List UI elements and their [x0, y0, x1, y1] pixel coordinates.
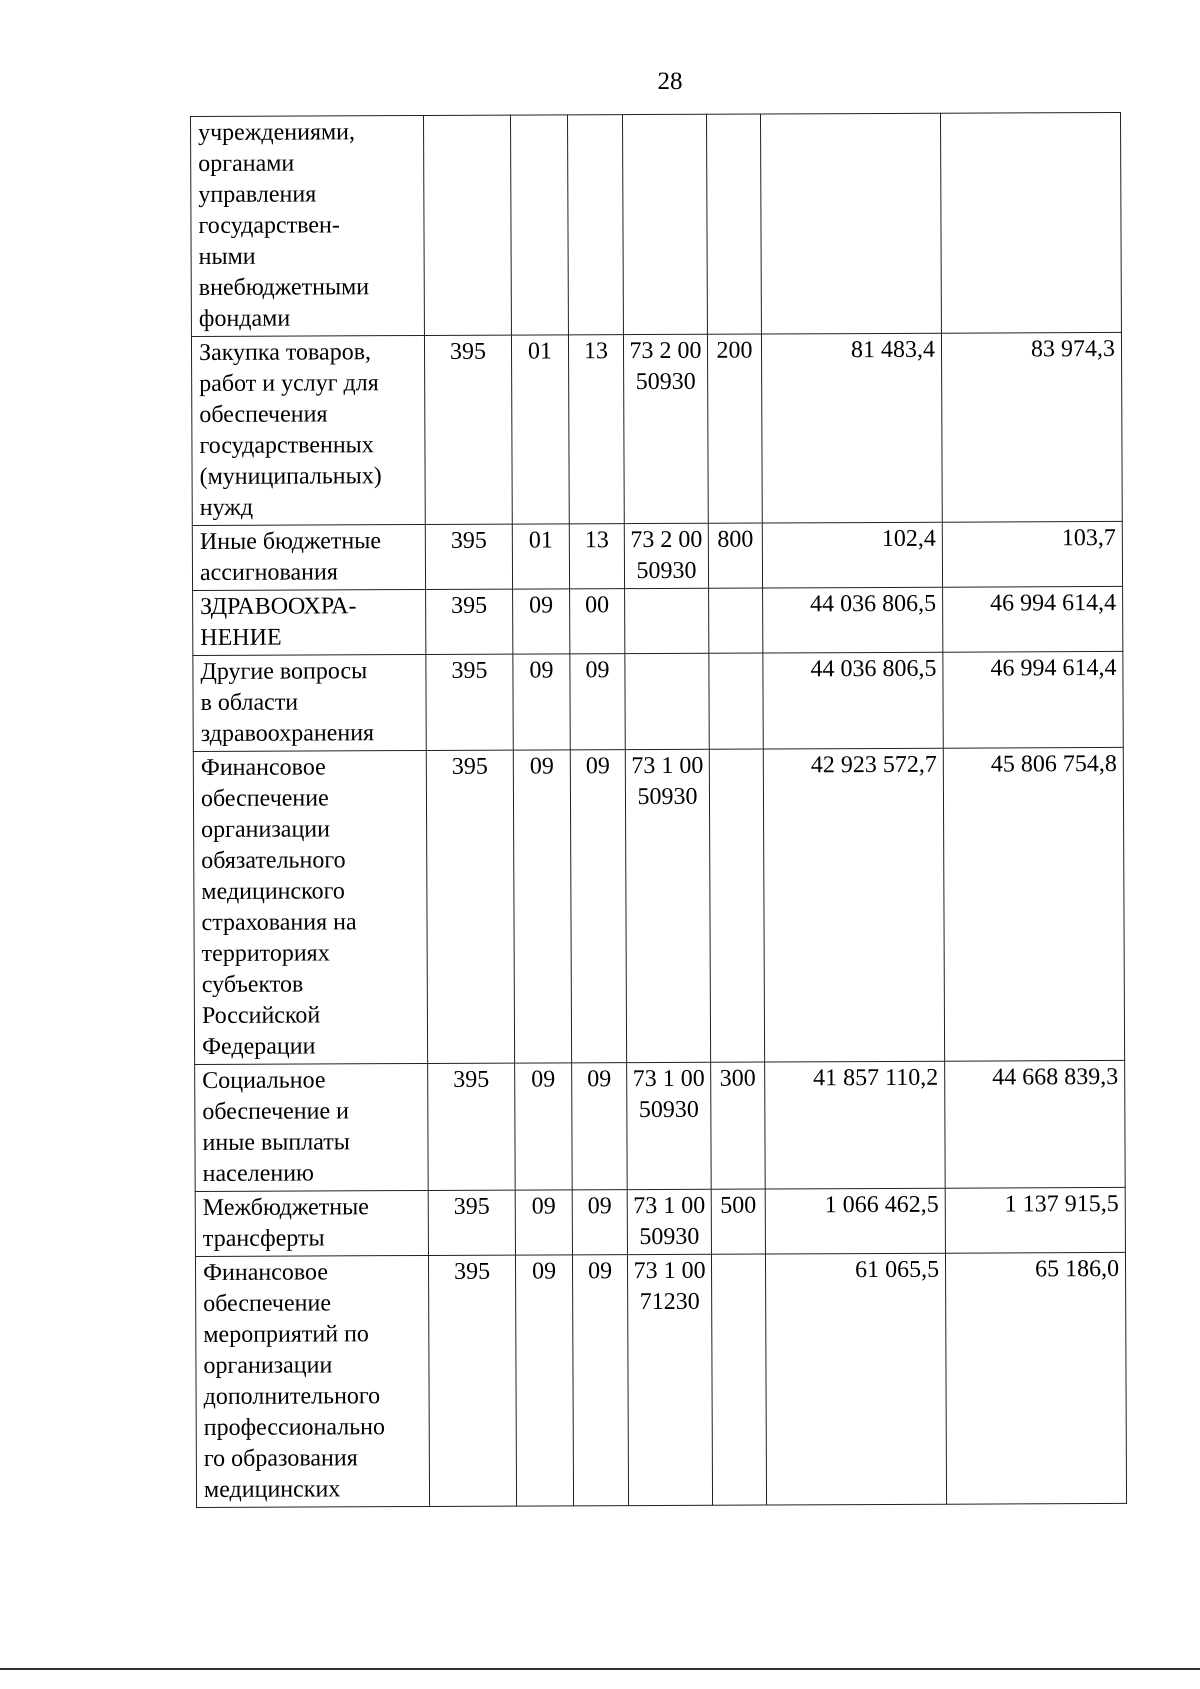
cell-grbs: 395	[424, 335, 512, 524]
cell-section: 09	[515, 1063, 573, 1190]
cell-target-article: 73 2 00 50930	[624, 523, 708, 588]
cell-name: Финансовое обеспечение организации обязательного медицинского страхования на территориях субъектов Российской Федерации	[193, 750, 427, 1064]
cell-section: 09	[515, 1255, 573, 1506]
cell-name: Социальное обеспечение и иные выплаты населению	[195, 1063, 429, 1191]
table-row	[193, 651, 1123, 751]
cell-subsection: 09	[572, 1190, 627, 1255]
cell-grbs: 395	[428, 1255, 516, 1506]
cell-expense-type: 500	[711, 1189, 765, 1254]
cell-grbs: 395	[426, 750, 514, 1063]
cell-amount-year2: 46 994 614,4	[943, 586, 1123, 652]
table-row	[193, 747, 1124, 1064]
cell-target-article: 73 2 00 50930	[623, 334, 708, 523]
cell-expense-type	[709, 653, 763, 749]
cell-subsection: 00	[570, 589, 625, 654]
cell-grbs: 395	[428, 1063, 516, 1190]
cell-name: Иные бюджетные ассигнования	[192, 524, 425, 590]
table-row	[191, 332, 1122, 525]
cell-name: Финансовое обеспечение мероприятий по организации дополнительного профессионально го образования медицинских	[195, 1255, 429, 1507]
cell-amount-year2: 83 974,3	[941, 332, 1122, 522]
cell-target-article	[625, 588, 709, 653]
table-row	[195, 1252, 1126, 1507]
cell-amount-year1: 41 857 110,2	[765, 1061, 946, 1189]
cell-target-article: 73 1 00 50930	[627, 1062, 712, 1189]
cell-amount-year2: 65 186,0	[945, 1252, 1126, 1504]
cell-name: Другие вопросы в области здравоохранения	[193, 654, 426, 751]
cell-amount-year1: 61 065,5	[765, 1253, 946, 1505]
cell-amount-year2: 44 668 839,3	[945, 1060, 1126, 1188]
cell-amount-year2: 1 137 915,5	[945, 1187, 1125, 1253]
page-bottom-rule	[0, 1668, 1200, 1670]
cell-target-article: 73 1 00 50930	[627, 1189, 711, 1254]
cell-amount-year1: 44 036 806,5	[763, 587, 943, 653]
cell-name: учреждениями, органами управления государствен- ными внебюджетными фондами	[191, 115, 425, 336]
cell-name: ЗДРАВООХРА- НЕНИЕ	[193, 589, 426, 655]
table-row	[193, 586, 1123, 655]
cell-subsection	[567, 115, 623, 335]
cell-amount-year1: 42 923 572,7	[763, 748, 944, 1062]
cell-expense-type: 300	[711, 1062, 766, 1189]
cell-target-article	[622, 114, 707, 334]
cell-amount-year2	[940, 112, 1121, 333]
cell-name: Закупка товаров, работ и услуг для обеспечения государственных (муниципальных) нужд	[191, 335, 425, 525]
cell-amount-year2: 103,7	[942, 521, 1122, 587]
cell-subsection: 09	[570, 750, 626, 1063]
cell-expense-type: 200	[707, 334, 762, 523]
cell-target-article: 73 1 00 71230	[627, 1254, 712, 1505]
cell-subsection: 09	[570, 654, 625, 750]
cell-amount-year1	[760, 113, 941, 334]
table-row	[195, 1060, 1126, 1191]
page-number: 28	[657, 68, 683, 95]
cell-amount-year1: 44 036 806,5	[763, 652, 943, 749]
cell-section: 01	[511, 335, 569, 524]
cell-amount-year1: 102,4	[762, 522, 942, 588]
table-row	[192, 521, 1122, 590]
cell-amount-year1: 81 483,4	[761, 333, 942, 523]
cell-section	[510, 115, 568, 335]
cell-amount-year1: 1 066 462,5	[765, 1188, 945, 1254]
cell-expense-type	[711, 1254, 766, 1505]
cell-section: 09	[513, 654, 570, 750]
cell-grbs: 395	[425, 524, 512, 589]
cell-grbs: 395	[428, 1190, 515, 1255]
cell-subsection: 09	[572, 1063, 628, 1190]
cell-name: Межбюджетные трансферты	[195, 1190, 428, 1256]
cell-subsection: 13	[568, 335, 624, 524]
cell-section: 09	[513, 589, 570, 654]
cell-expense-type	[709, 749, 764, 1062]
cell-section: 09	[513, 750, 571, 1063]
budget-table	[190, 112, 1127, 1508]
cell-subsection: 09	[572, 1255, 628, 1506]
cell-expense-type	[709, 588, 763, 653]
cell-amount-year2: 45 806 754,8	[943, 747, 1124, 1061]
cell-section: 01	[512, 524, 569, 589]
cell-grbs: 395	[426, 589, 513, 654]
table-row	[191, 112, 1122, 336]
cell-grbs	[423, 115, 511, 335]
cell-grbs: 395	[426, 654, 513, 750]
cell-target-article	[625, 653, 709, 749]
table-row	[195, 1187, 1125, 1256]
cell-expense-type	[706, 114, 761, 334]
cell-expense-type: 800	[708, 523, 762, 588]
cell-amount-year2: 46 994 614,4	[943, 651, 1123, 748]
cell-section: 09	[515, 1190, 572, 1255]
cell-subsection: 13	[569, 524, 624, 589]
cell-target-article: 73 1 00 50930	[625, 749, 710, 1062]
